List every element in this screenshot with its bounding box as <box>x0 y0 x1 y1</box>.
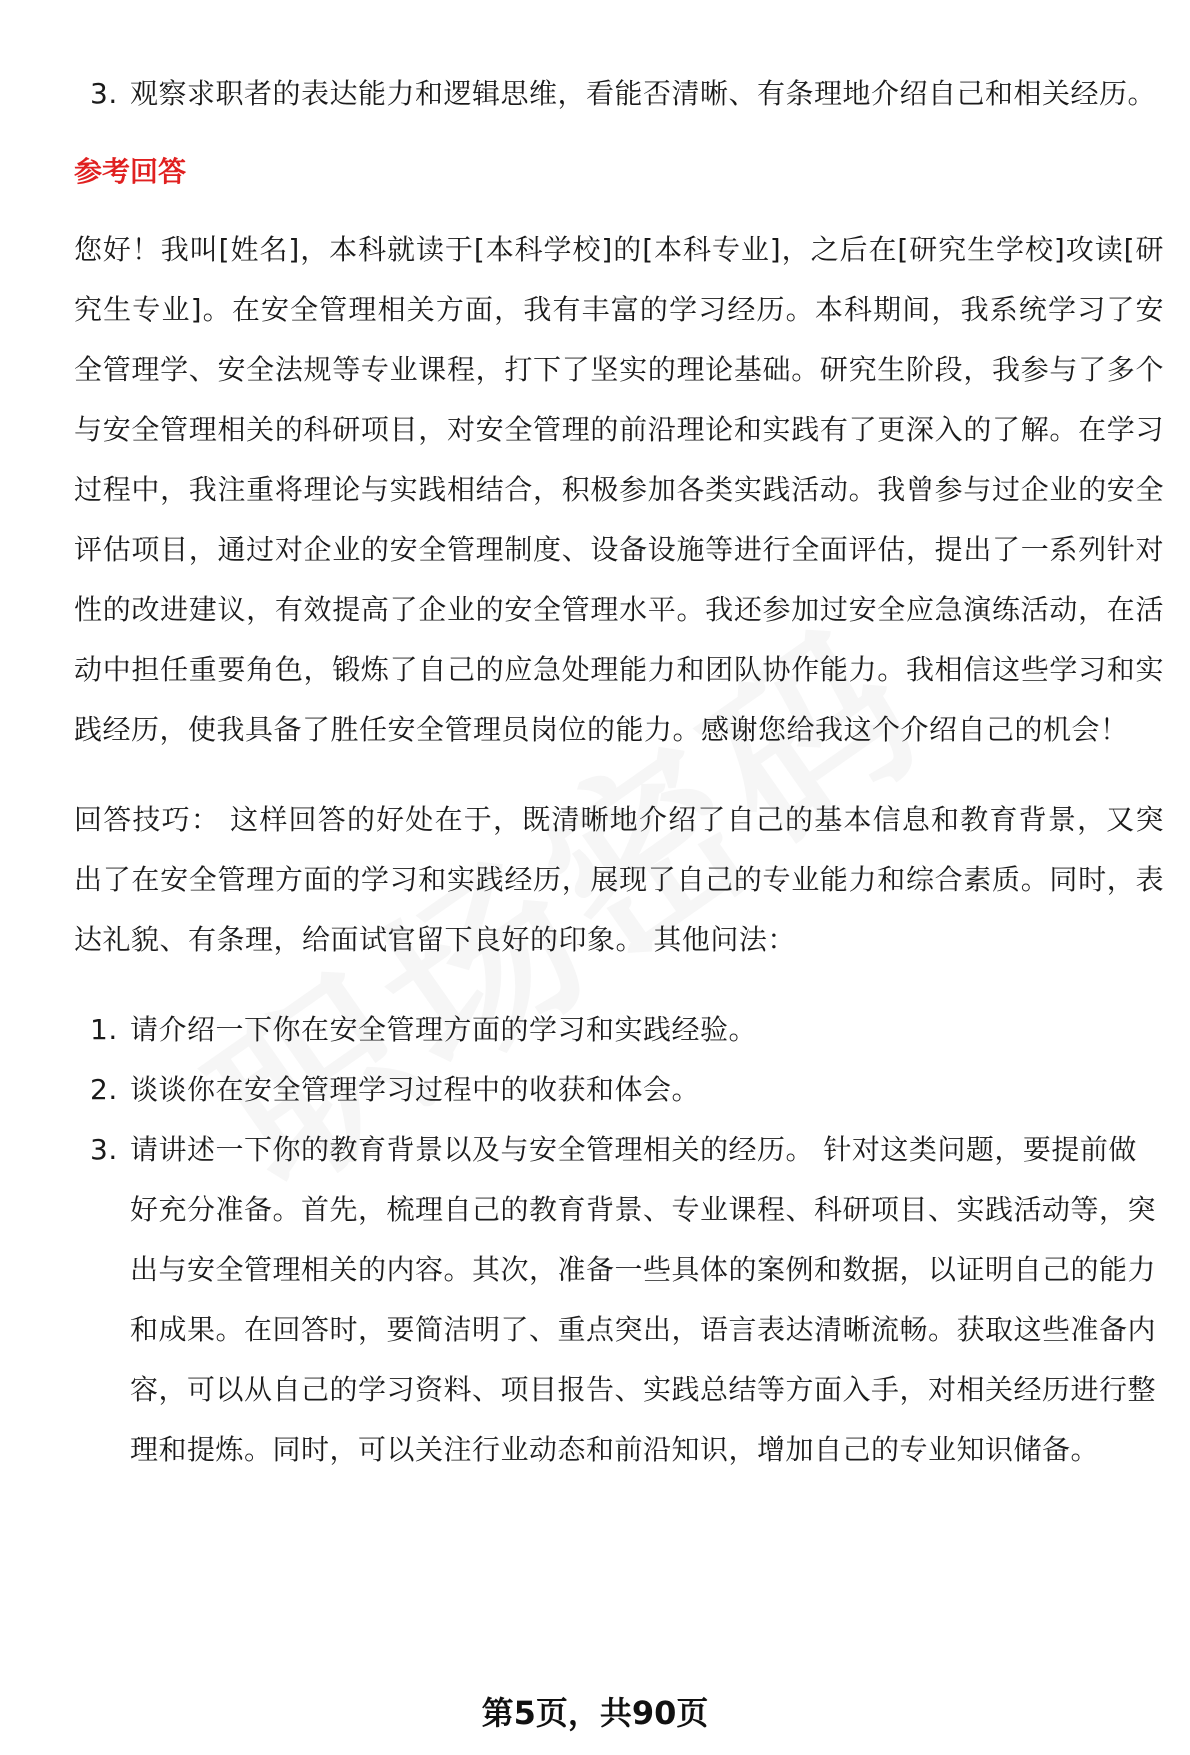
list-item-text: 观察求职者的表达能力和逻辑思维，看能否清晰、有条理地介绍自己和相关经历。 <box>130 77 1157 110</box>
list-item-number: 1. <box>90 1013 118 1046</box>
list-item-text: 请讲述一下你的教育背景以及与安全管理相关的经历。 针对这类问题，要提前做好充分准备。首先，梳理自己的教育背景、专业课程、科研项目、实践活动等，突出与安全管理相关的内容。其次，准备一些具体的案例和数据，以证明自己的能力和成果。在回答时，要简洁明了、重点突出，语言表达清晰流畅。获取这些准备内容，可以从自己的学习资料、项目报告、实践总结等方面入手，对相关经历进行整理和提炼。同时，可以关注行业动态和前沿知识，增加自己的专业知识储备。 <box>130 1133 1157 1466</box>
alternative-questions-list <box>74 1000 1164 1480</box>
list-item <box>74 1120 1164 1480</box>
answer-paragraph: 您好！我叫[姓名]，本科就读于[本科学校]的[本科专业]，之后在[研究生学校]攻读[研究生专业]。在安全管理相关方面，我有丰富的学习经历。本科期间，我系统学习了安全管理学、安全法规等专业课程，打下了坚实的理论基础。研究生阶段，我参与了多个与安全管理相关的科研项目，对安全管理的前沿理论和实践有了更深入的了解。在学习过程中，我注重将理论与实践相结合，积极参加各类实践活动。我曾参与过企业的安全评估项目，通过对企业的安全管理制度、设备设施等进行全面评估，提出了一系列针对性的改进建议，有效提高了企业的安全管理水平。我还参加过安全应急演练活动，在活动中担任重要角色，锻炼了自己的应急处理能力和团队协作能力。我相信这些学习和实践经历，使我具备了胜任安全管理员岗位的能力。感谢您给我这个介绍自己的机会！ <box>74 233 1164 746</box>
evaluation-points-list <box>74 64 1164 124</box>
page-number-footer: 第5页，共90页 <box>481 1694 709 1732</box>
section-heading: 参考回答 <box>74 155 187 188</box>
list-item <box>74 1000 1164 1060</box>
list-item-number: 3. <box>90 77 118 110</box>
list-item-number: 2. <box>90 1073 118 1106</box>
list-item <box>74 1060 1164 1120</box>
list-item-text: 谈谈你在安全管理学习过程中的收获和体会。 <box>130 1073 701 1106</box>
page-content <box>74 64 1164 1480</box>
list-item-text: 请介绍一下你在安全管理方面的学习和实践经验。 <box>130 1013 758 1046</box>
list-item <box>74 64 1164 124</box>
list-item-number: 3. <box>90 1133 118 1166</box>
tips-paragraph: 回答技巧： 这样回答的好处在于，既清晰地介绍了自己的基本信息和教育背景，又突出了在安全管理方面的学习和实践经历，展现了自己的专业能力和综合素质。同时，表达礼貌、有条理，给面试官留下良好的印象。 其他问法： <box>74 803 1164 956</box>
